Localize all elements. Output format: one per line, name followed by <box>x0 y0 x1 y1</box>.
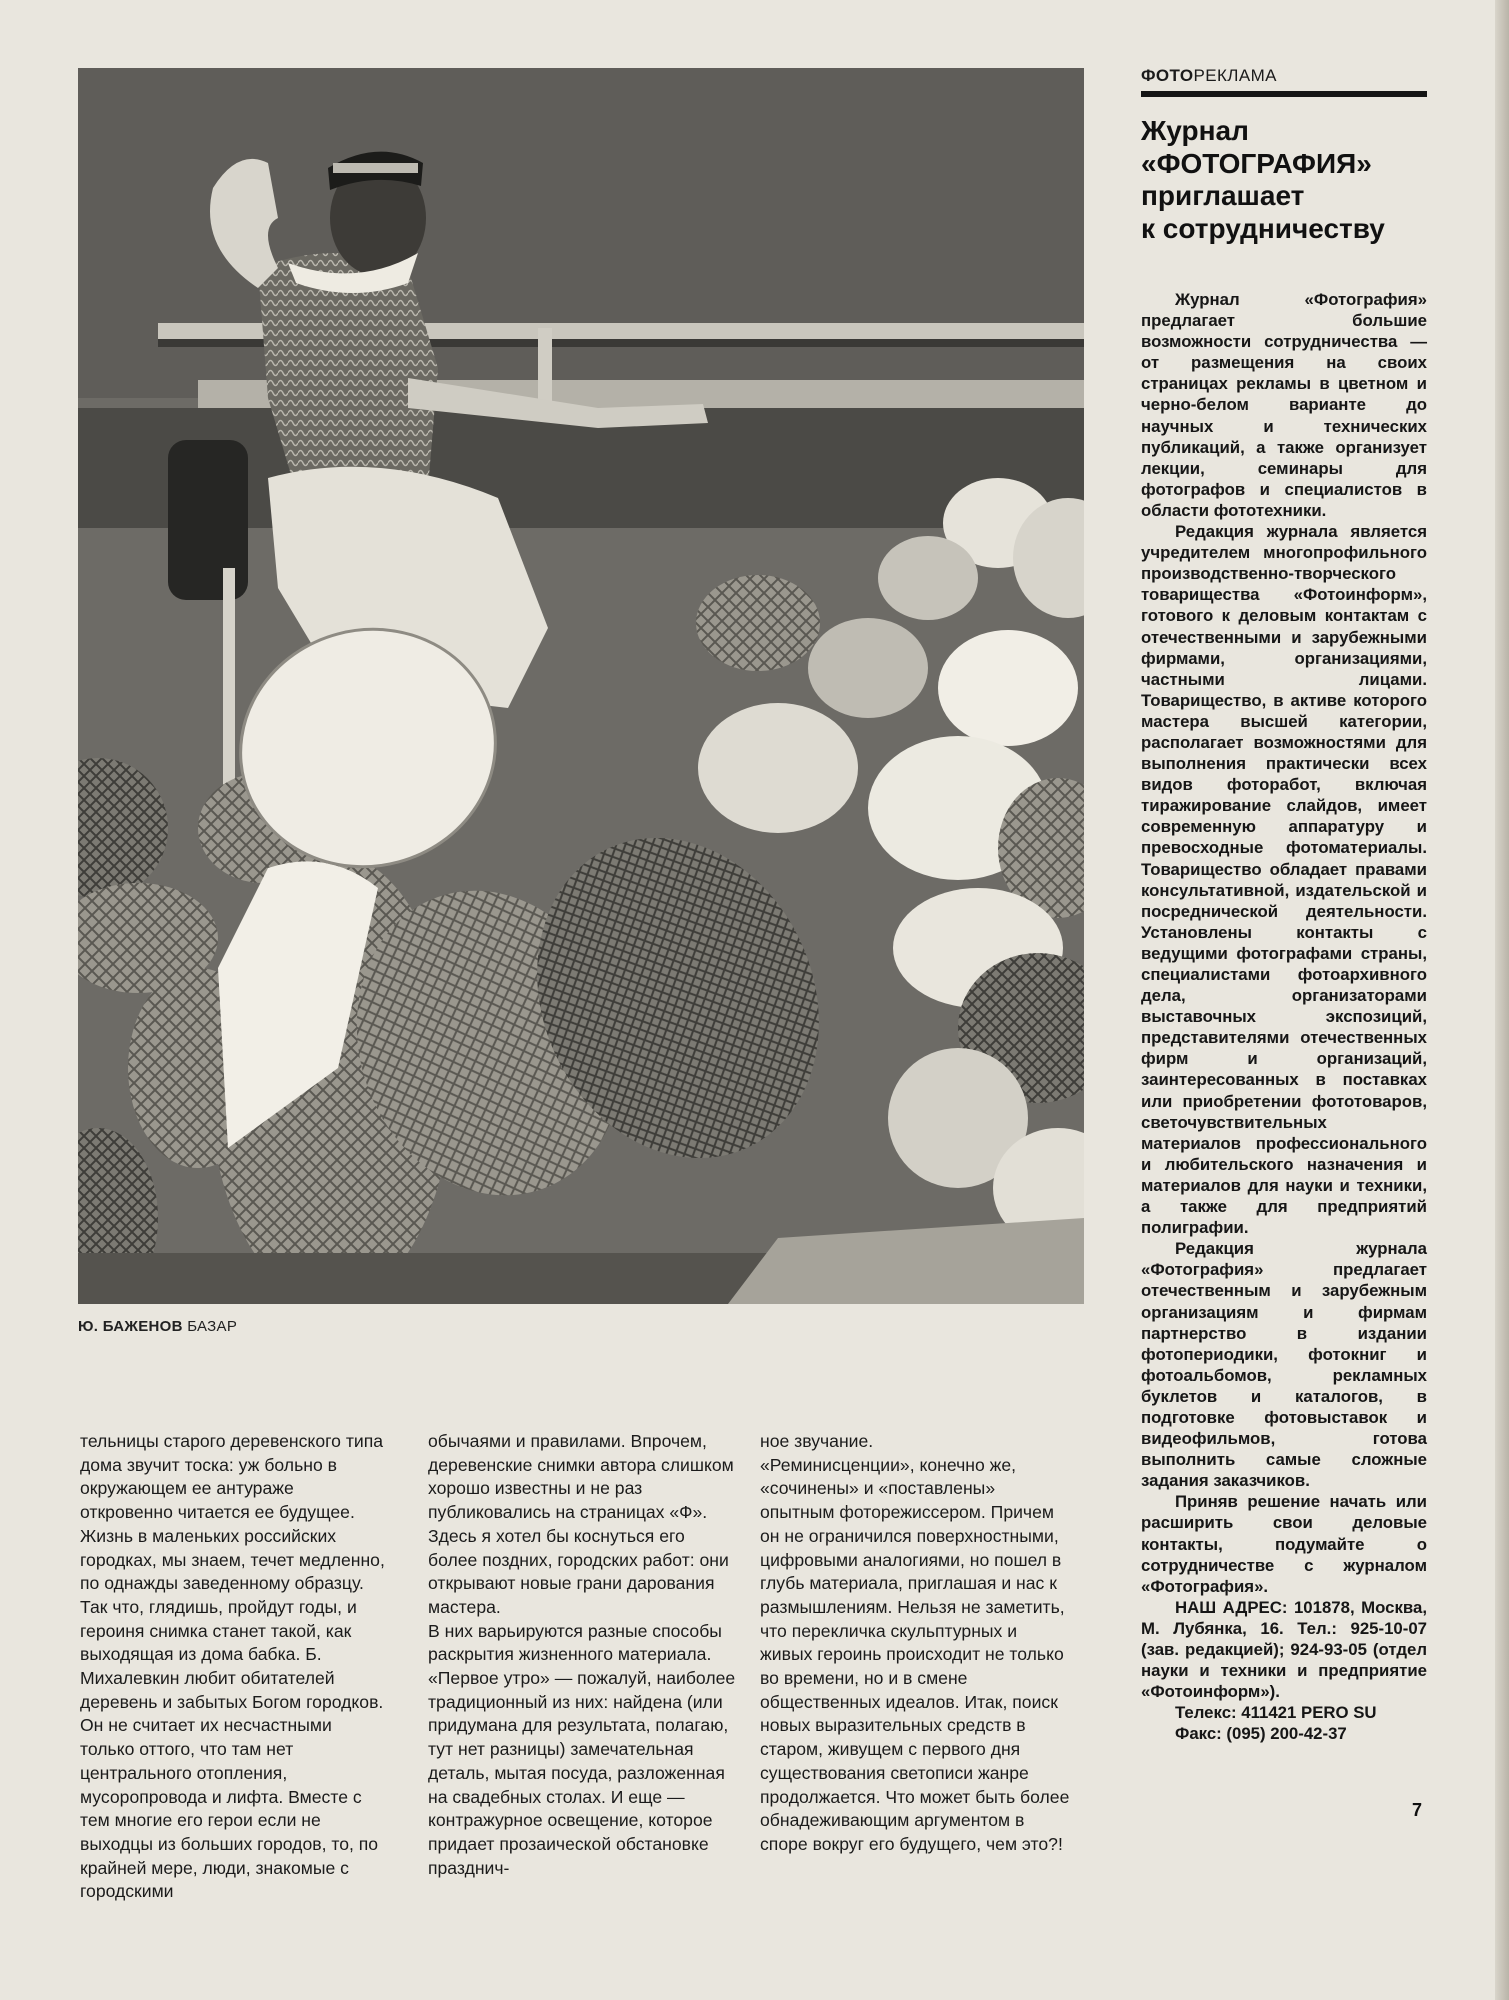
ad-paragraph: Приняв решение начать или расширить свои деловые контакты, подумайте о сотрудничестве с журналом «Фотография». <box>1141 1492 1427 1596</box>
ad-paragraph: Журнал «Фотография» предлагает большие возможности сотрудничества — от размещения на своих страницах рекламы в цветном и черно-белом варианте до научных и технических публикаций, а также организует лекции, семинары для фотографов и специалистов в области фототехники. <box>1141 290 1427 520</box>
photo-advertisement-sidebar <box>1141 66 1427 1744</box>
rubric-header <box>1141 66 1427 97</box>
article-paragraph: обычаями и правилами. Впрочем, деревенские снимки автора слишком хорошо известны и не раз публиковались на страницах «Ф». Здесь я хотел бы коснуться его более поздних, городских работ: они открывают новые грани дарования мастера. <box>428 1431 734 1617</box>
ad-paragraph: Редакция журнала «Фотография» предлагает отечественным и зарубежным организациям и фирмам партнерство в издании фотопериодики, фотокниг и фотоальбомов, рекламных буклетов и каталогов, в подготовке фотовыставок и видеофильмов, готова выполнить самые сложные задания заказчиков. <box>1141 1239 1427 1491</box>
ad-body <box>1141 289 1427 1744</box>
article-column-1 <box>80 1430 390 1904</box>
caption-author: Ю. БАЖЕНОВ <box>78 1318 183 1335</box>
article-paragraph: В них варьируются разные способы раскрытия жизненного материала. «Первое утро» — пожалуй, наиболее традиционный из них: найдена (или придумана для результата, полагаю, тут нет разницы) замечательная деталь, мытая посуда, разложенная на свадебных столах. И еще — контражурное освещение, которое придает прозаической обстановке празднич- <box>428 1620 736 1878</box>
article-column-2 <box>428 1430 738 1880</box>
headline-line: приглашает <box>1141 180 1305 211</box>
article-column-3 <box>760 1430 1070 1857</box>
photo-caption <box>78 1318 237 1335</box>
ad-address: НАШ АДРЕС: 101878, Москва, М. Лубянка, 16. Тел.: 925-10-07 (зав. редакцией); 924-93-05 (отдел науки и техники и предприятие «Фотоинформ»). <box>1141 1597 1427 1702</box>
page-edge <box>1495 0 1509 2000</box>
headline-line: «ФОТОГРАФИЯ» <box>1141 147 1372 179</box>
headline-line: к сотрудничеству <box>1141 212 1385 244</box>
caption-title: БАЗАР <box>187 1318 238 1335</box>
rubric-rest: РЕКЛАМА <box>1193 66 1277 85</box>
article-paragraph: ное звучание. <box>760 1431 874 1451</box>
ad-fax: Факс: (095) 200-42-37 <box>1175 1724 1347 1744</box>
ad-telex: Телекс: 411421 PERO SU <box>1175 1703 1377 1723</box>
headline-line: Журнал <box>1141 115 1249 146</box>
ad-headline <box>1141 115 1427 245</box>
page-number: 7 <box>1412 1800 1423 1820</box>
article-paragraph: «Реминисценции», конечно же, «сочинены» и «поставлены» опытным фоторежиссером. Причем он не ограничился поверхностными, цифровыми аналогиями, но пошел в глубь материала, приглашая и нас к размышлениям. Нельзя не заметить, что перекличка скульптурных и живых героинь происходит не только во времени, но и в смене общественных идеалов. Итак, поиск новых выразительных средств в старом, живущем с первого дня существования светописи жанре продолжается. Что может быть более обнадеживающим аргументом в споре вокруг его будущего, чем это?! <box>760 1454 1070 1854</box>
melon-seller-photo <box>78 68 1084 1304</box>
ad-paragraph: Редакция журнала является учредителем многопрофильного производственно-творческого товарищества «Фотоинформ», готового к деловым контактам с отечественными и зарубежными фирмами, организациями, частными лицами. Товарищество, в активе которого мастера высшей категории, располагает возможностями для выполнения практически всех видов фоторабот, включая тиражирование слайдов, имеет современную аппаратуру и превосходные фотоматериалы. Товарищество обладает правами консультативной, издательской и посреднической деятельности. Установлены контакты с ведущими фотографами страны, специалистами фотоархивного дела, организаторами выставочных экспозиций, представителями отечественных фирм и организаций, заинтересованных в поставках или приобретении фототоваров, светочувствительных материалов профессионального и любительского назначения и материалов для науки и техники, а также для предприятий полиграфии. <box>1141 522 1427 1238</box>
rubric-bold: ФОТО <box>1141 66 1194 85</box>
article-paragraph: тельницы старого деревенского типа дома звучит тоска: уж больно в окружающем ее антураже откровенно читается ее будущее. Жизнь в маленьких российских городках, мы знаем, течет медленно, по однажды заведенному образцу. Так что, глядишь, пройдут годы, и героиня снимка станет такой, как выходящая из дома бабка. Б. Михалевкин любит обитателей деревень и забытых Богом городков. Он не считает их несчастными только оттого, что там нет центрального отопления, мусоропровода и лифта. Вместе с тем многие его герои если не выходцы из больших городов, то, по крайней мере, люди, знакомые с городскими <box>80 1431 385 1902</box>
